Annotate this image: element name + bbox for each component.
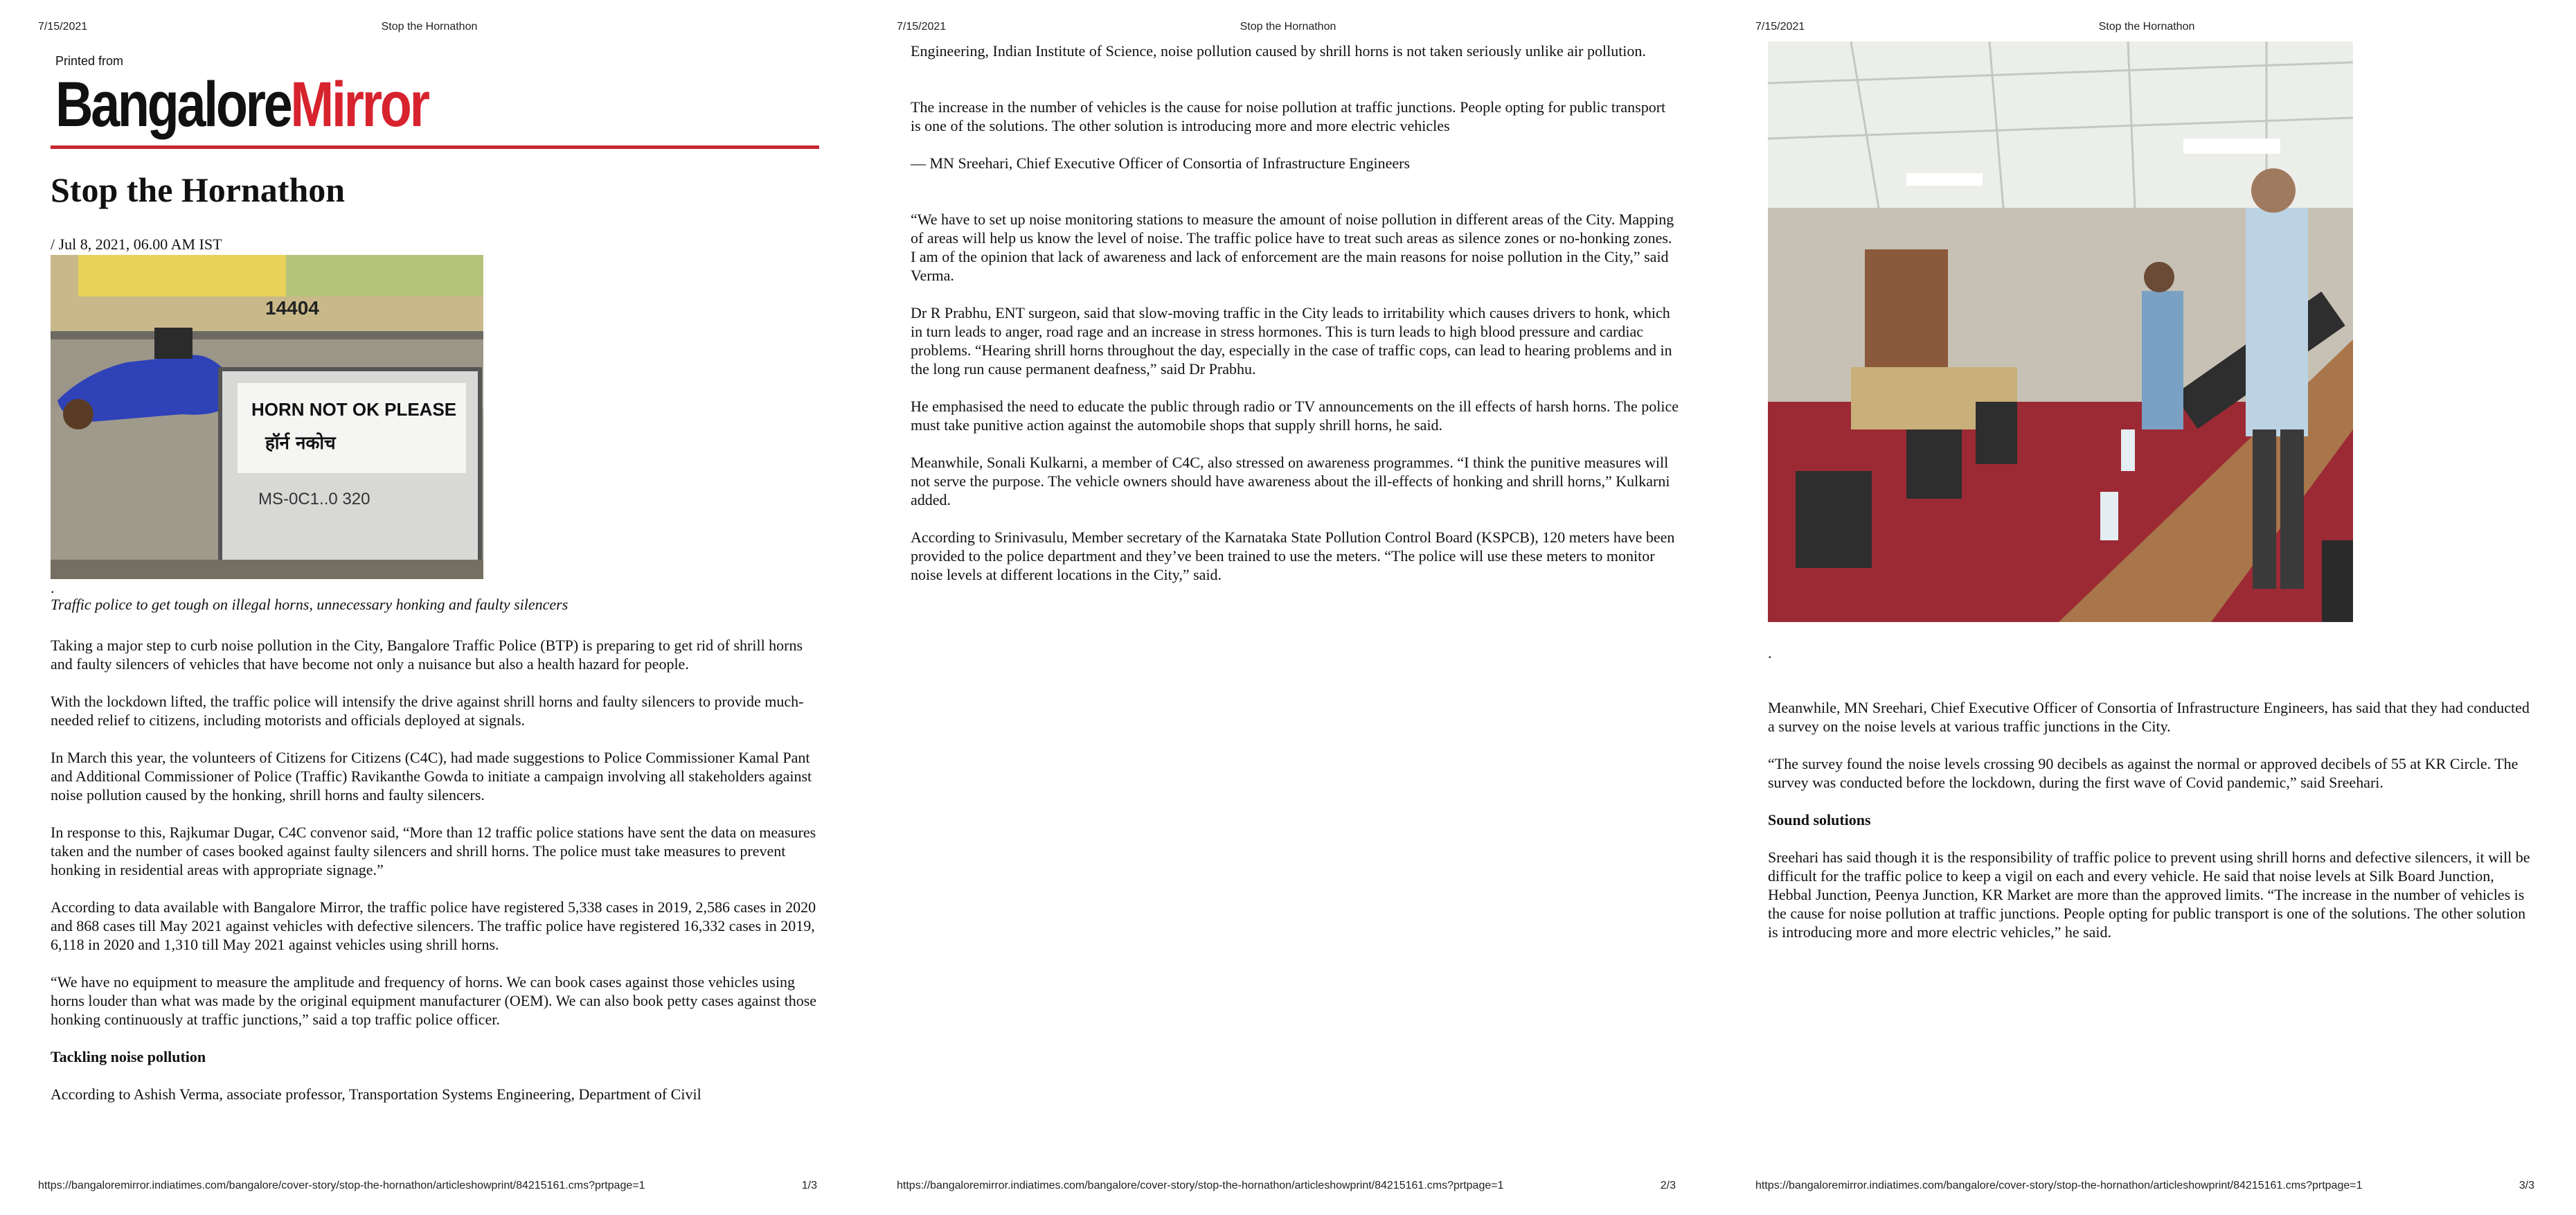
print-footer-page-number: 1/3 <box>801 1180 817 1191</box>
photo-dot: . <box>1768 644 1772 662</box>
section-subhead: Tackling noise pollution <box>51 1048 206 1065</box>
horn-sign-photo-svg <box>51 255 483 579</box>
photo-dot: . <box>51 579 55 596</box>
article-photo-meeting <box>1768 42 2353 622</box>
photo-phone-number: 14404 <box>265 297 319 319</box>
logo-part-bangalore: Bangalore <box>55 69 291 140</box>
article-paragraph: “The survey found the noise levels crossing 90 decibels as against the normal or approved decibels of 55 at KR Circle. The survey was conducted before the lockdown, during the first wave of Covid pandemic,” said Sreehari. <box>1768 755 2519 791</box>
print-header-date: 7/15/2021 <box>38 21 88 33</box>
masthead-divider <box>51 145 819 149</box>
print-page-1 <box>0 0 859 1215</box>
article-photo-horn-sign <box>51 255 483 579</box>
photo-sign-text: HORN NOT OK PLEASE <box>251 399 457 420</box>
article-paragraph: Dr R Prabhu, ENT surgeon, said that slow-moving traffic in the City leads to irritability which causes drivers to honk, which in turn leads to anger, road rage and an increase in stress hormones. This is turn leads to high blood pressure and cardiac problems. “Hearing shrill horns throughout the day, especially in the case of traffic cops, can lead to hearing problems and in the long run cause permanent deafness,” said Dr Prabhu. <box>911 304 1672 378</box>
print-header-date: 7/15/2021 <box>1755 21 1805 33</box>
print-footer-page-number: 2/3 <box>1660 1180 1676 1191</box>
bangalore-mirror-logo[interactable] <box>55 71 686 138</box>
print-page-3 <box>1717 0 2576 1215</box>
article-paragraph: In March this year, the volunteers of Citizens for Citizens (C4C), had made suggestions to Police Commissioner Kamal Pant and Additional Commissioner of Police (Traffic) Ravikanthe Gowda to initiate a campaign involving all stakeholders against noise pollution caused by the honking, shrill horns and faulty silencers. <box>51 749 812 804</box>
print-footer-page-number: 3/3 <box>2519 1180 2534 1191</box>
meeting-photo-svg <box>1768 42 2353 622</box>
article-paragraph: According to Ashish Verma, associate professor, Transportation Systems Engineering, Department of Civil <box>51 1085 701 1103</box>
article-paragraph: Sreehari has said though it is the responsibility of traffic police to prevent using shrill horns and defective silencers, it will be difficult for the traffic police to keep a vigil on each and every vehicle. He said that noise levels at Silk Board Junction, Hebbal Junction, Peenya Junction, KR Market are more than the approved limits. “The increase in the number of vehicles is the cause for noise pollution at traffic junctions. People opting for public transport is one of the solutions. The other solution is introducing more and more electric vehicles,” he said. <box>1768 849 2530 941</box>
article-paragraph: He emphasised the need to educate the public through radio or TV announcements on the ill effects of harsh horns. The police must take punitive action against the automobile shops that supply shrill horns, he said. <box>911 398 1679 434</box>
print-header-title: Stop the Hornathon <box>1240 21 1336 33</box>
pull-quote: The increase in the number of vehicles is the cause for noise pollution at traffic junctions. People opting for public transport is one of the solutions. The other solution is introducing more and more electric vehicles <box>911 98 1666 134</box>
article-paragraph: In response to this, Rajkumar Dugar, C4C convenor said, “More than 12 traffic police stations have sent the data on measures taken and the number of cases booked against faulty silencers and shrill horns. The police must take measures to prevent honking in residential areas with appropriate signage.” <box>51 824 816 878</box>
photo-caption: Traffic police to get tough on illegal horns, unnecessary honking and faulty silencers <box>51 596 569 613</box>
article-paragraph: Engineering, Indian Institute of Science, noise pollution caused by shrill horns is not taken seriously unlike air pollution. <box>911 42 1646 60</box>
article-column-1 <box>51 636 819 1103</box>
photo-sign-hindi-text: हॉर्न नकोच <box>265 433 336 454</box>
photo-plate-text: MS-0C1..0 320 <box>258 490 370 508</box>
article-column-2 <box>911 42 1679 603</box>
masthead <box>55 54 824 138</box>
article-paragraph: Meanwhile, Sonali Kulkarni, a member of C4C, also stressed on awareness programmes. “I think the punitive measures will not serve the purpose. The vehicle owners should have awareness about the ill-effects of honking and shrill horns,” Kulkarni added. <box>911 454 1670 508</box>
article-paragraph: “We have no equipment to measure the amplitude and frequency of horns. We can book cases against those vehicles using horns louder than what was made by the original equipment manufacturer (OEM). We can also book petty cases against those honking continuously at traffic junctions,” said a top traffic police officer. <box>51 973 817 1028</box>
print-header-title: Stop the Hornathon <box>381 21 478 33</box>
printed-from-label: Printed from <box>55 54 124 68</box>
pull-quote-attribution: — MN Sreehari, Chief Executive Officer of Consortia of Infrastructure Engineers <box>911 154 1411 172</box>
print-footer-url[interactable]: https://bangaloremirror.indiatimes.com/bangalore/cover-story/stop-the-hornathon/articleshowprint/84215161.cms?prtpage=1 <box>897 1180 1504 1191</box>
article-dateline: / Jul 8, 2021, 06.00 AM IST <box>51 236 222 253</box>
article-paragraph: According to data available with Bangalore Mirror, the traffic police have registered 5,338 cases in 2019, 2,586 cases in 2020 and 868 cases till May 2021 against vehicles with defective silencers. The traffic police have registered 16,332 cases in 2019, 6,118 in 2020 and 1,310 till May 2021 against vehicles using shrill horns. <box>51 898 816 953</box>
logo-part-mirror: Mirror <box>290 69 428 140</box>
article-paragraph: Meanwhile, MN Sreehari, Chief Executive Officer of Consortia of Infrastructure Engineers, has said that they had conducted a survey on the noise levels at various traffic junctions in the City. <box>1768 699 2530 735</box>
article-column-3 <box>1768 698 2537 941</box>
print-header-date: 7/15/2021 <box>897 21 947 33</box>
print-footer-url[interactable]: https://bangaloremirror.indiatimes.com/bangalore/cover-story/stop-the-hornathon/articleshowprint/84215161.cms?prtpage=1 <box>38 1180 645 1191</box>
article-headline: Stop the Hornathon <box>51 170 346 209</box>
section-subhead: Sound solutions <box>1768 811 1871 828</box>
article-paragraph: With the lockdown lifted, the traffic police will intensify the drive against shrill horns and faulty silencers to provide much-needed relief to citizens, including motorists and officials deployed at signals. <box>51 693 804 729</box>
article-paragraph: “We have to set up noise monitoring stations to measure the amount of noise pollution in different areas of the City. Mapping of areas will help us know the level of noise. The traffic police have to treat such areas as silence zones or no-honking zones. I am of the opinion that lack of awareness and lack of enforcement are the main reasons for noise pollution in the City,” said Verma. <box>911 211 1674 284</box>
article-paragraph: Taking a major step to curb noise pollution in the City, Bangalore Traffic Police (BTP) is preparing to get rid of shrill horns and faulty silencers of vehicles that have become not only a nuisance but also a health hazard for people. <box>51 637 803 673</box>
print-page-2 <box>859 0 1717 1215</box>
print-footer-url[interactable]: https://bangaloremirror.indiatimes.com/bangalore/cover-story/stop-the-hornathon/articleshowprint/84215161.cms?prtpage=1 <box>1755 1180 2363 1191</box>
article-paragraph: According to Srinivasulu, Member secretary of the Karnataka State Pollution Control Board (KSPCB), 120 meters have been provided to the police department and they’ve been trained to use the meters. “The police will use these meters to monitor noise levels at different locations in the City,” said. <box>911 529 1675 583</box>
print-header-title: Stop the Hornathon <box>2098 21 2195 33</box>
